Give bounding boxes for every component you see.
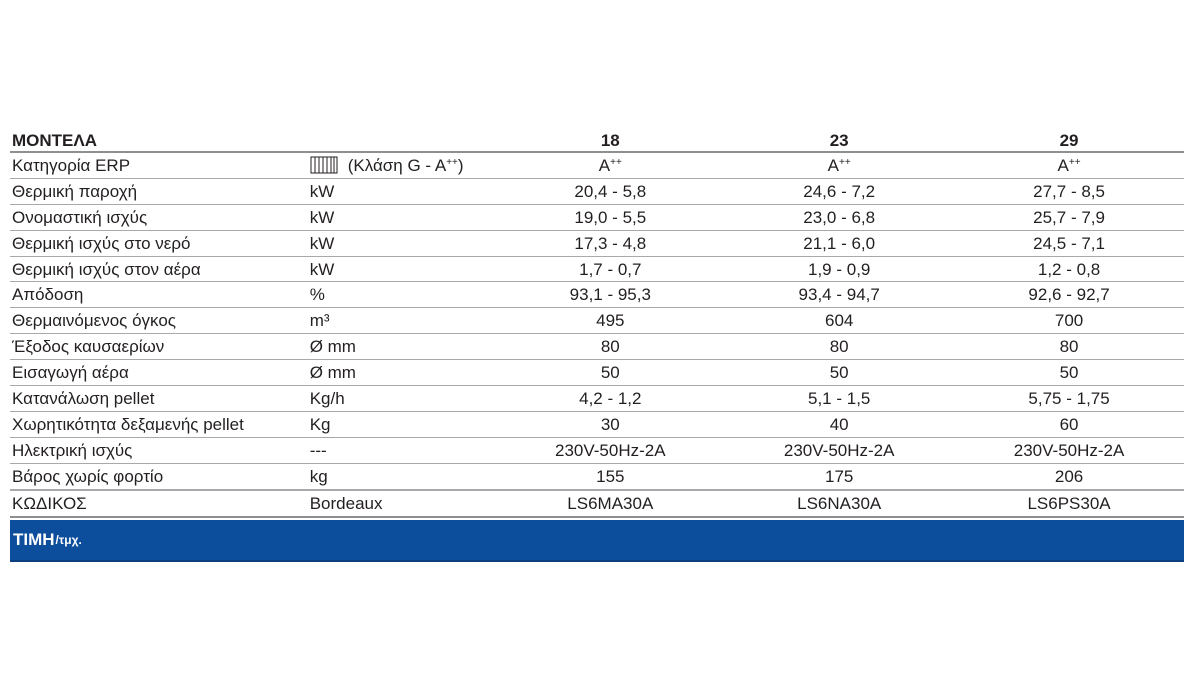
code-label: ΚΩΔΙΚΟΣ <box>12 493 87 513</box>
value-29: 206 <box>1054 466 1084 486</box>
models-heading: ΜΟΝΤΕΛΑ <box>12 130 97 150</box>
table-row <box>10 308 1184 334</box>
row-unit: kg <box>309 466 328 486</box>
row-unit: Ø mm <box>309 337 356 357</box>
radiator-icon <box>310 156 338 174</box>
row-label: Κατανάλωση pellet <box>12 388 155 408</box>
table-row <box>10 231 1184 257</box>
row-label: Απόδοση <box>12 285 84 305</box>
value-23: 5,1 - 1,5 <box>808 388 871 408</box>
value-29: 25,7 - 7,9 <box>1033 207 1105 227</box>
value-23: 1,9 - 0,9 <box>808 259 871 279</box>
value-23: 21,1 - 6,0 <box>803 233 876 253</box>
row-label: Κατηγορία ERP <box>12 155 131 175</box>
erp-value-18: A++ <box>598 155 622 175</box>
row-label: Ηλεκτρική ισχύς <box>12 440 133 460</box>
model-18-heading: 18 <box>600 130 620 150</box>
price-per-unit: /τμχ. <box>55 533 82 547</box>
row-label: Χωρητικότητα δεξαμενής pellet <box>12 414 244 434</box>
table-row <box>10 257 1184 283</box>
table-row <box>10 438 1184 464</box>
table-row <box>10 205 1184 231</box>
value-18: 4,2 - 1,2 <box>579 388 642 408</box>
value-23: 80 <box>829 337 849 357</box>
value-29: 1,2 - 0,8 <box>1037 259 1101 279</box>
row-unit: m³ <box>309 311 330 331</box>
row-unit <box>307 156 497 174</box>
value-23: 50 <box>829 363 849 383</box>
value-18: 1,7 - 0,7 <box>579 259 642 279</box>
code-variant: Bordeaux <box>309 493 383 513</box>
erp-value-23: A++ <box>827 155 851 175</box>
model-23-heading: 23 <box>829 130 849 150</box>
value-29: 80 <box>1059 337 1079 357</box>
row-unit: Kg <box>309 414 331 434</box>
table-row <box>10 464 1184 490</box>
value-23: 23,0 - 6,8 <box>803 207 876 227</box>
value-18: 230V-50Hz-2A <box>555 440 666 460</box>
row-label: Θερμική ισχύς στον αέρα <box>12 259 201 279</box>
value-18: 50 <box>600 363 620 383</box>
row-unit: Ø mm <box>309 363 356 383</box>
table-row-code <box>10 490 1184 518</box>
code-23: LS6NA30A <box>797 493 882 513</box>
value-18: 495 <box>596 311 625 331</box>
value-23: 24,6 - 7,2 <box>803 181 876 201</box>
row-unit: --- <box>309 440 327 460</box>
value-23: 230V-50Hz-2A <box>783 440 895 460</box>
table-row <box>10 412 1184 438</box>
value-29: 24,5 - 7,1 <box>1033 233 1105 253</box>
table-row <box>10 360 1184 386</box>
row-label: Έξοδος καυσαερίων <box>12 337 165 357</box>
value-23: 604 <box>825 311 854 331</box>
row-label: Ονομαστική ισχύς <box>12 207 148 227</box>
value-29: 50 <box>1059 363 1079 383</box>
value-18: 19,0 - 5,5 <box>574 207 647 227</box>
table-row-erp <box>10 153 1184 179</box>
row-unit: Kg/h <box>309 388 345 408</box>
table-row <box>10 334 1184 360</box>
row-unit: % <box>309 285 325 305</box>
row-label: Θερμική παροχή <box>12 181 138 201</box>
value-18: 93,1 - 95,3 <box>569 285 651 305</box>
value-29: 230V-50Hz-2A <box>1013 440 1125 460</box>
row-label: Εισαγωγή αέρα <box>12 363 129 383</box>
erp-value-29: A++ <box>1057 155 1081 175</box>
price-label: ΤΙΜΗ <box>13 530 55 549</box>
table-row <box>10 179 1184 205</box>
spec-table <box>10 129 1184 518</box>
table-row <box>10 386 1184 412</box>
value-18: 20,4 - 5,8 <box>574 181 647 201</box>
code-18: LS6MA30A <box>567 493 654 513</box>
value-29: 5,75 - 1,75 <box>1028 388 1110 408</box>
row-unit: kW <box>309 233 335 253</box>
table-row <box>10 282 1184 308</box>
value-23: 175 <box>825 466 854 486</box>
code-29: LS6PS30A <box>1027 493 1111 513</box>
value-18: 17,3 - 4,8 <box>574 233 647 253</box>
value-29: 60 <box>1059 414 1079 434</box>
value-29: 92,6 - 92,7 <box>1028 285 1110 305</box>
erp-class-range: (Κλάση G - A++) <box>347 155 464 175</box>
row-label: Θερμαινόμενος όγκος <box>12 311 176 331</box>
value-18: 80 <box>600 337 620 357</box>
row-label: Βάρος χωρίς φορτίο <box>12 466 164 486</box>
value-18: 30 <box>600 414 620 434</box>
model-29-heading: 29 <box>1059 130 1079 150</box>
row-unit: kW <box>309 259 335 279</box>
table-header-row <box>10 129 1184 153</box>
value-29: 700 <box>1054 311 1084 331</box>
value-29: 27,7 - 8,5 <box>1033 181 1105 201</box>
value-23: 40 <box>829 414 849 434</box>
value-18: 155 <box>596 466 625 486</box>
row-unit: kW <box>309 207 335 227</box>
price-bar <box>10 520 1184 562</box>
row-unit: kW <box>309 181 335 201</box>
row-label: Θερμική ισχύς στο νερό <box>12 233 191 253</box>
value-23: 93,4 - 94,7 <box>798 285 880 305</box>
